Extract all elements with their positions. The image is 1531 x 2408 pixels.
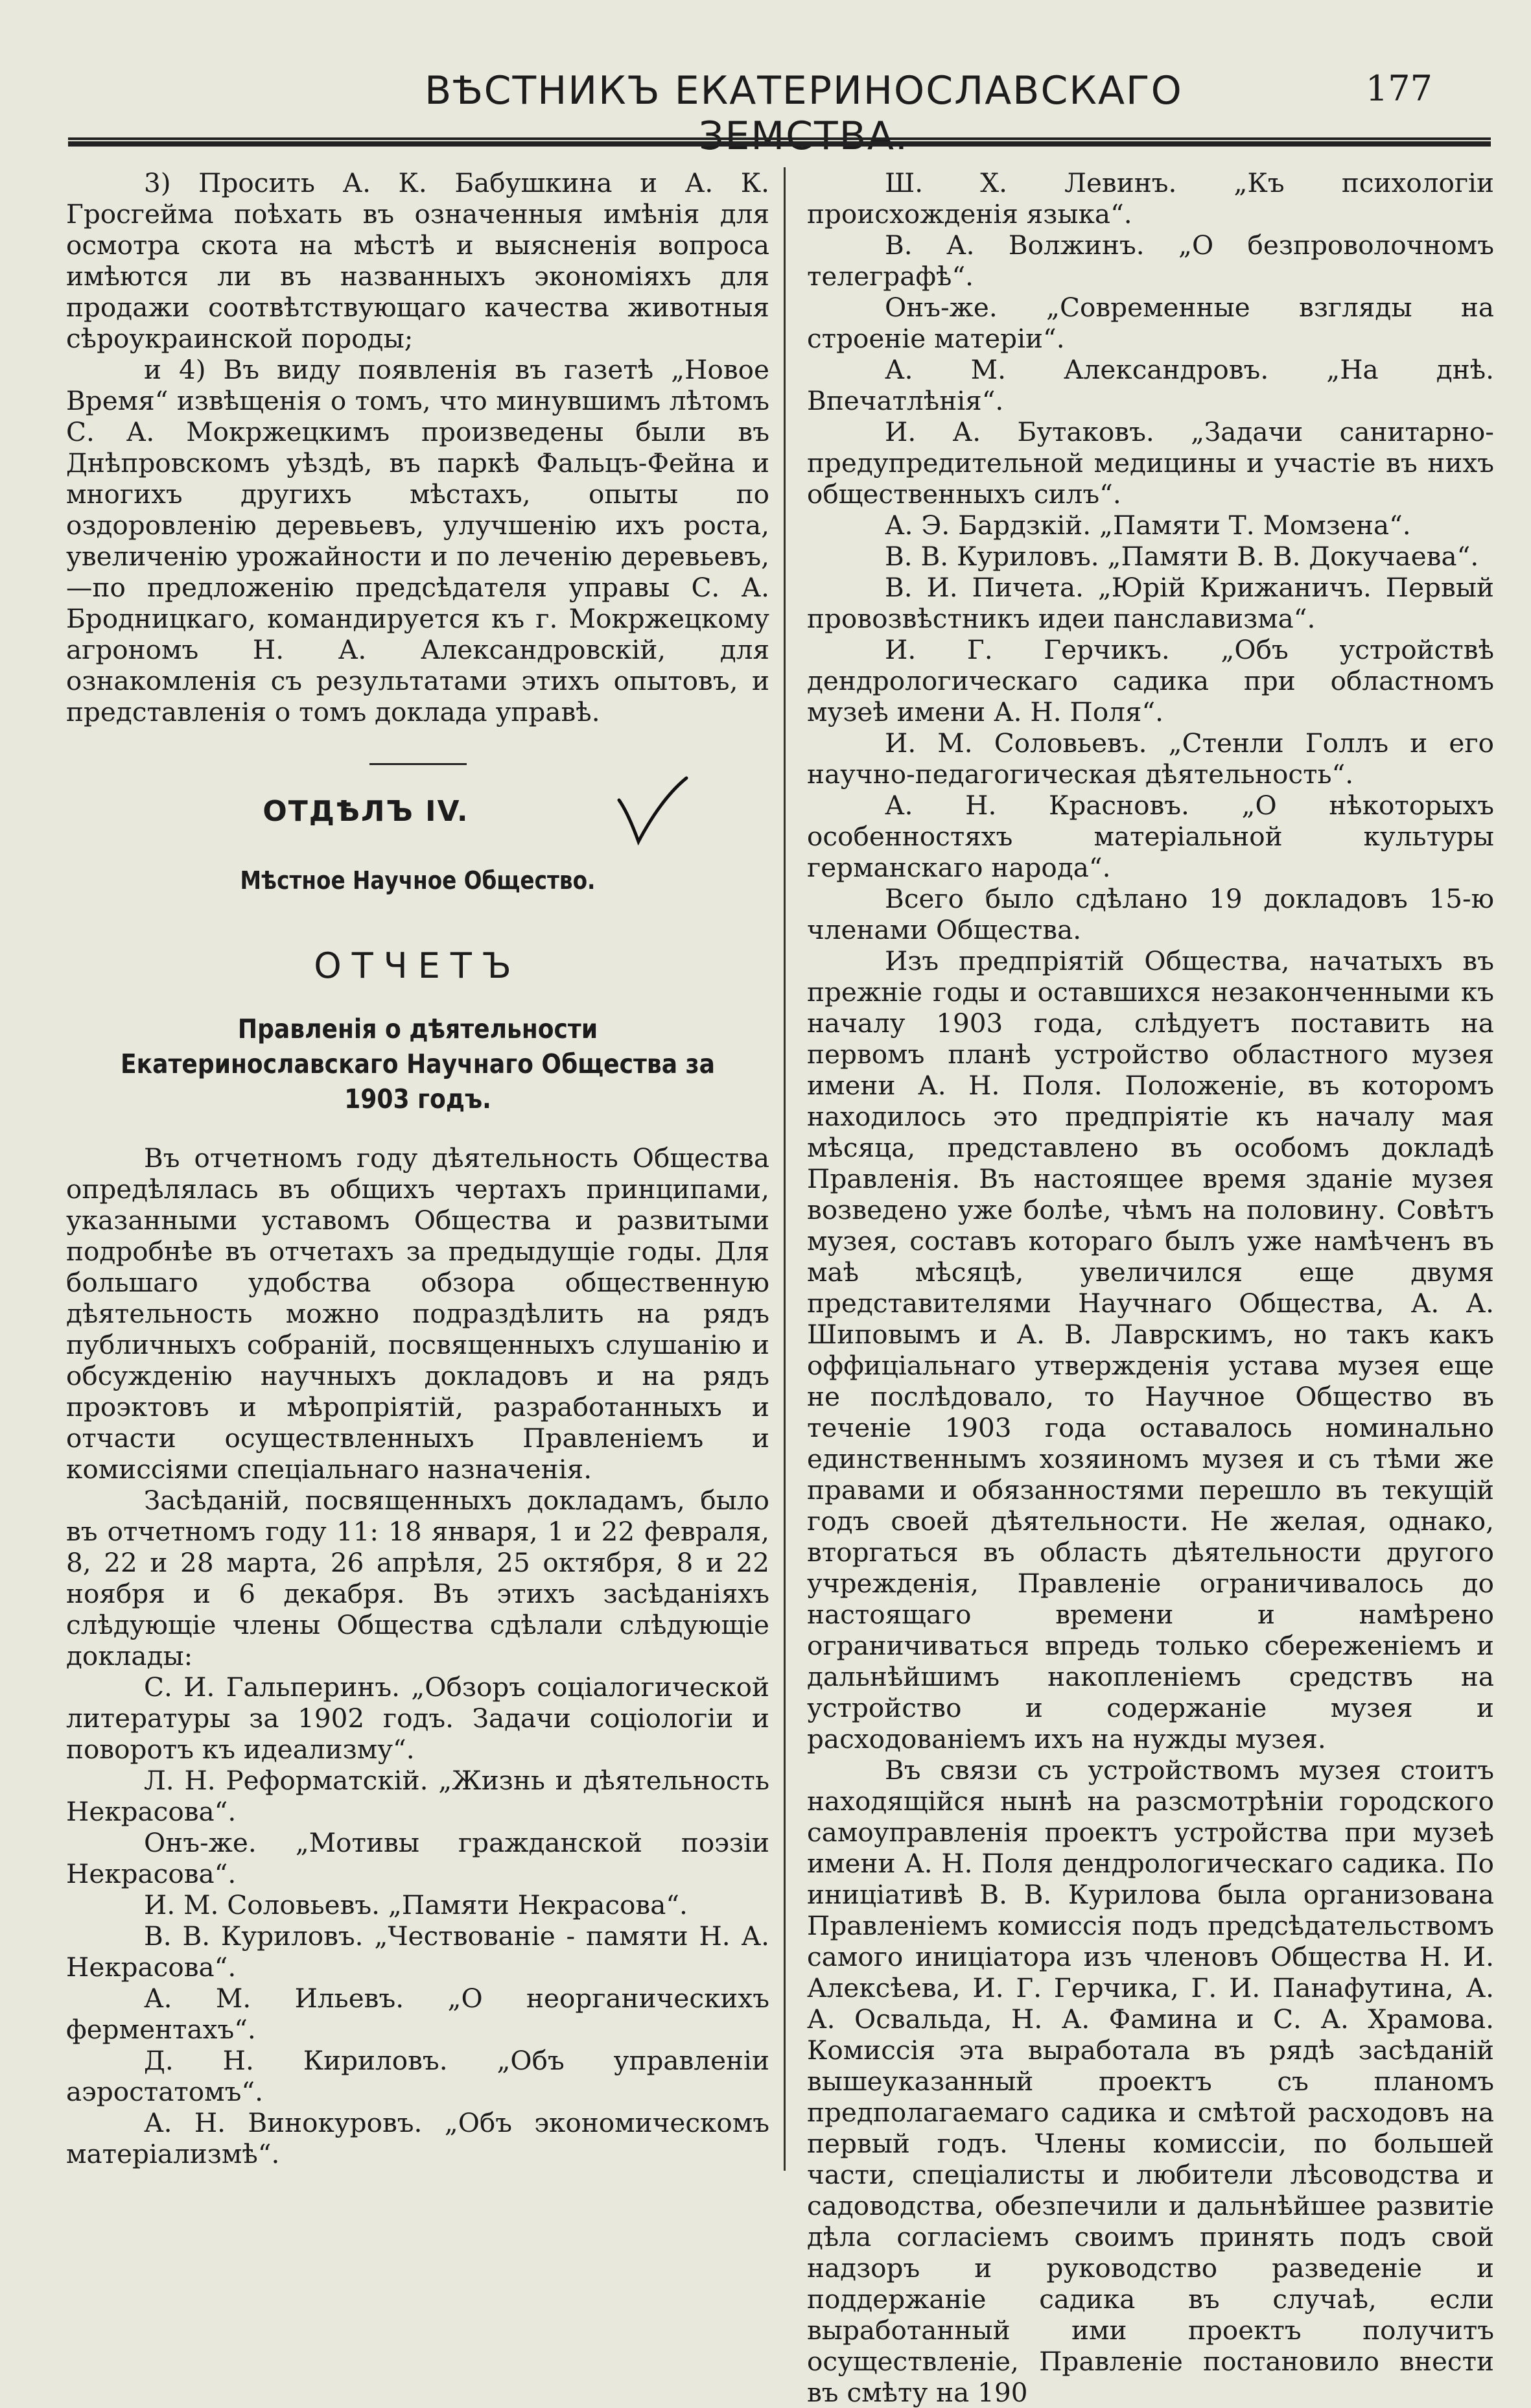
page-header <box>0 68 1531 159</box>
report-entry: А. М. Александровъ. „На днѣ. Впечатлѣнія“. <box>807 354 1494 416</box>
report-subtitle: Правленія о дѣятельности Екатеринославскаго Научнаго Общества за 1903 годъ. <box>121 1013 715 1115</box>
report-entry: В. А. Волжинъ. „О безпроволочномъ телеграфѣ“. <box>807 230 1494 292</box>
report-entry: А. М. Ильевъ. „О неорганическихъ ферментахъ“. <box>66 1983 769 2045</box>
report-entry: В. В. Куриловъ. „Памяти В. В. Докучаева“. <box>885 541 1479 572</box>
report-entry: С. И. Гальперинъ. „Обзоръ соціалогической литературы за 1902 годъ. Задачи соціологіи и поворотъ къ идеализму“. <box>66 1671 769 1765</box>
column-divider <box>784 167 786 2171</box>
header-rule <box>68 137 1491 147</box>
paragraph-intro: Въ отчетномъ году дѣятельность Общества опредѣлялась въ общихъ чертахъ принципами, указанными уставомъ Общества и развитыми подробнѣе въ отчетахъ за предыдущіе годы. Для большаго удобства обзора общественную дѣятельность можно подраздѣлить на рядъ публичныхъ собраній, посвященныхъ слушанію и обсужденію научныхъ докладовъ и на рядъ проэктовъ и мѣропріятій, разработанныхъ и отчасти осуществленныхъ Правленіемъ и комиссіями спеціальнаго назначенія. <box>66 1142 769 1485</box>
report-entry: В. И. Пичета. „Юрій Крижаничъ. Первый провозвѣстникъ идеи панславизма“. <box>807 572 1494 634</box>
report-entry: А. Н. Винокуровъ. „Объ экономическомъ матеріализмѣ“. <box>66 2107 769 2169</box>
society-title: Мѣстное Научное Общество. <box>240 866 596 895</box>
report-entry: И. М. Соловьевъ. „Памяти Некрасова“. <box>144 1889 688 1920</box>
left-column <box>66 167 769 2177</box>
report-entry: Ш. Х. Левинъ. „Къ психологіи происхожденія языка“. <box>807 167 1494 230</box>
check-mark-icon <box>614 775 692 847</box>
paragraph-total: Всего было сдѣлано 19 докладовъ 15-ю членами Общества. <box>807 883 1494 945</box>
page-number: 177 <box>1365 68 1432 109</box>
paragraph-item-4: и 4) Въ виду появленія въ газетѣ „Новое Время“ извѣщенія о томъ, что минувшимъ лѣтомъ С. А. Мокржецкимъ произведены были въ Днѣпровскомъ уѣздѣ, въ паркѣ Фальцъ-Фейна и многихъ другихъ мѣстахъ, опыты по оздоровленію деревьевъ, улучшенію ихъ роста, увеличенію урожайности и по леченію деревьевъ,—по предложенію предсѣдателя управы С. А. Бродницкаго, командируется къ г. Мокржецкому агрономъ Н. А. Александровскій, для ознакомленія съ результатами этихъ опытовъ, и представленія о томъ доклада управѣ. <box>66 354 769 727</box>
section-heading-text: ОТДѢЛЪ IV. <box>263 795 469 828</box>
report-entry: И. А. Бутаковъ. „Задачи санитарно-предупредительной медицины и участіе въ нихъ общественныхъ силъ“. <box>807 416 1494 510</box>
report-heading: ОТЧЕТЪ <box>314 945 522 986</box>
report-entry: А. Э. Бардзкій. „Памяти Т. Момзена“. <box>885 510 1411 541</box>
report-entry: Онъ-же. „Современные взгляды на строеніе матеріи“. <box>807 292 1494 354</box>
journal-title: ВѢСТНИКЪ ЕКАТЕРИНОСЛАВСКАГО ЗЕМСТВА. <box>425 68 1183 159</box>
section-divider <box>369 763 467 765</box>
report-entry: И. Г. Герчикъ. „Объ устройствѣ дендрологическаго садика при областномъ музеѣ имени А. Н. Поля“. <box>807 634 1494 727</box>
paragraph-garden: Въ связи съ устройствомъ музея стоитъ находящійся нынѣ на разсмотрѣніи городского самоуправленія проектъ устройства при музеѣ имени А. Н. Поля дендрологическаго садика. По иниціативѣ В. В. Курилова была организована Правленіемъ комиссія подъ предсѣдательствомъ самого иниціатора изъ членовъ Общества Н. И. Алексѣева, И. Г. Герчика, Г. И. Панафутина, А. А. Освальда, Н. А. Фамина и С. А. Храмова. Комиссія эта выработала въ рядѣ засѣданій вышеуказанный проектъ съ планомъ предполагаемаго садика и смѣтой расходовъ на первый годъ. Члены комиссіи, по большей части, спеціалисты и любители лѣсоводства и садоводства, обезпечили и дальнѣйшее развитіе дѣла согласіемъ своимъ принять подъ свой надзоръ и руководство разведеніе и поддержаніе садика въ случаѣ, если выработанный ими проектъ получитъ осуществленіе, Правленіе постановило внести въ смѣту на 190 <box>807 1754 1494 2408</box>
report-entry: В. В. Куриловъ. „Чествованіе - памяти Н. А. Некрасова“. <box>66 1920 769 1983</box>
paragraph-item-3: 3) Просить А. К. Бабушкина и А. К. Гросгейма поѣхать въ означенныя имѣнія для осмотра скота на мѣстѣ и выясненія вопроса имѣются ли въ названныхъ экономіяхъ для продажи соотвѣтствующаго качества животныя сѣроукраинской породы; <box>66 167 769 354</box>
paragraph-meetings: Засѣданій, посвященныхъ докладамъ, было въ отчетномъ году 11: 18 января, 1 и 22 февраля, 8, 22 и 28 марта, 26 апрѣля, 25 октября, 8 и 22 ноября и 6 декабря. Въ этихъ засѣданіяхъ слѣдующіе члены Общества сдѣлали слѣдующіе доклады: <box>66 1485 769 1671</box>
report-entry: Онъ-же. „Мотивы гражданской поэзіи Некрасова“. <box>66 1827 769 1889</box>
report-entry: Д. Н. Кириловъ. „Объ управленіи аэростатомъ“. <box>66 2045 769 2107</box>
section-heading <box>66 796 769 843</box>
report-entry: И. М. Соловьевъ. „Стенли Голлъ и его научно-педагогическая дѣятельность“. <box>807 727 1494 790</box>
report-entry: А. Н. Красновъ. „О нѣкоторыхъ особенностяхъ матеріальной культуры германскаго народа“. <box>807 790 1494 883</box>
paragraph-museum: Изъ предпріятій Общества, начатыхъ въ прежніе годы и оставшихся незаконченными къ началу 1903 года, слѣдуетъ поставить на первомъ планѣ устройство областного музея имени А. Н. Поля. Положеніе, въ которомъ находилось это предпріятіе къ началу мая мѣсяца, представлено въ особомъ докладѣ Правленія. Въ настоящее время зданіе музея возведено уже болѣе, чѣмъ на половину. Совѣтъ музея, составъ котораго былъ уже намѣченъ въ маѣ мѣсяцѣ, увеличился еще двумя представителями Научнаго Общества, А. А. Шиповымъ и А. В. Лаврскимъ, но такъ какъ оффиціальнаго утвержденія устава музея еще не послѣдовало, то Научное Общество въ теченіе 1903 года оставалось номинально единственнымъ хозяиномъ музея и съ тѣми же правами и обязанностями перешло въ текущій годъ своей дѣятельности. Не желая, однако, вторгаться въ область дѣятельности другого учрежденія, Правленіе ограничивалось до настоящаго времени и намѣрено ограничиваться впредь только сбереженіемъ и дальнѣйшимъ накопленіемъ средствъ на устройство и содержаніе музея и расходованіемъ ихъ на нужды музея. <box>807 945 1494 1754</box>
report-entry: Л. Н. Реформатскій. „Жизнь и дѣятельность Некрасова“. <box>66 1765 769 1827</box>
right-column <box>807 167 1494 2408</box>
